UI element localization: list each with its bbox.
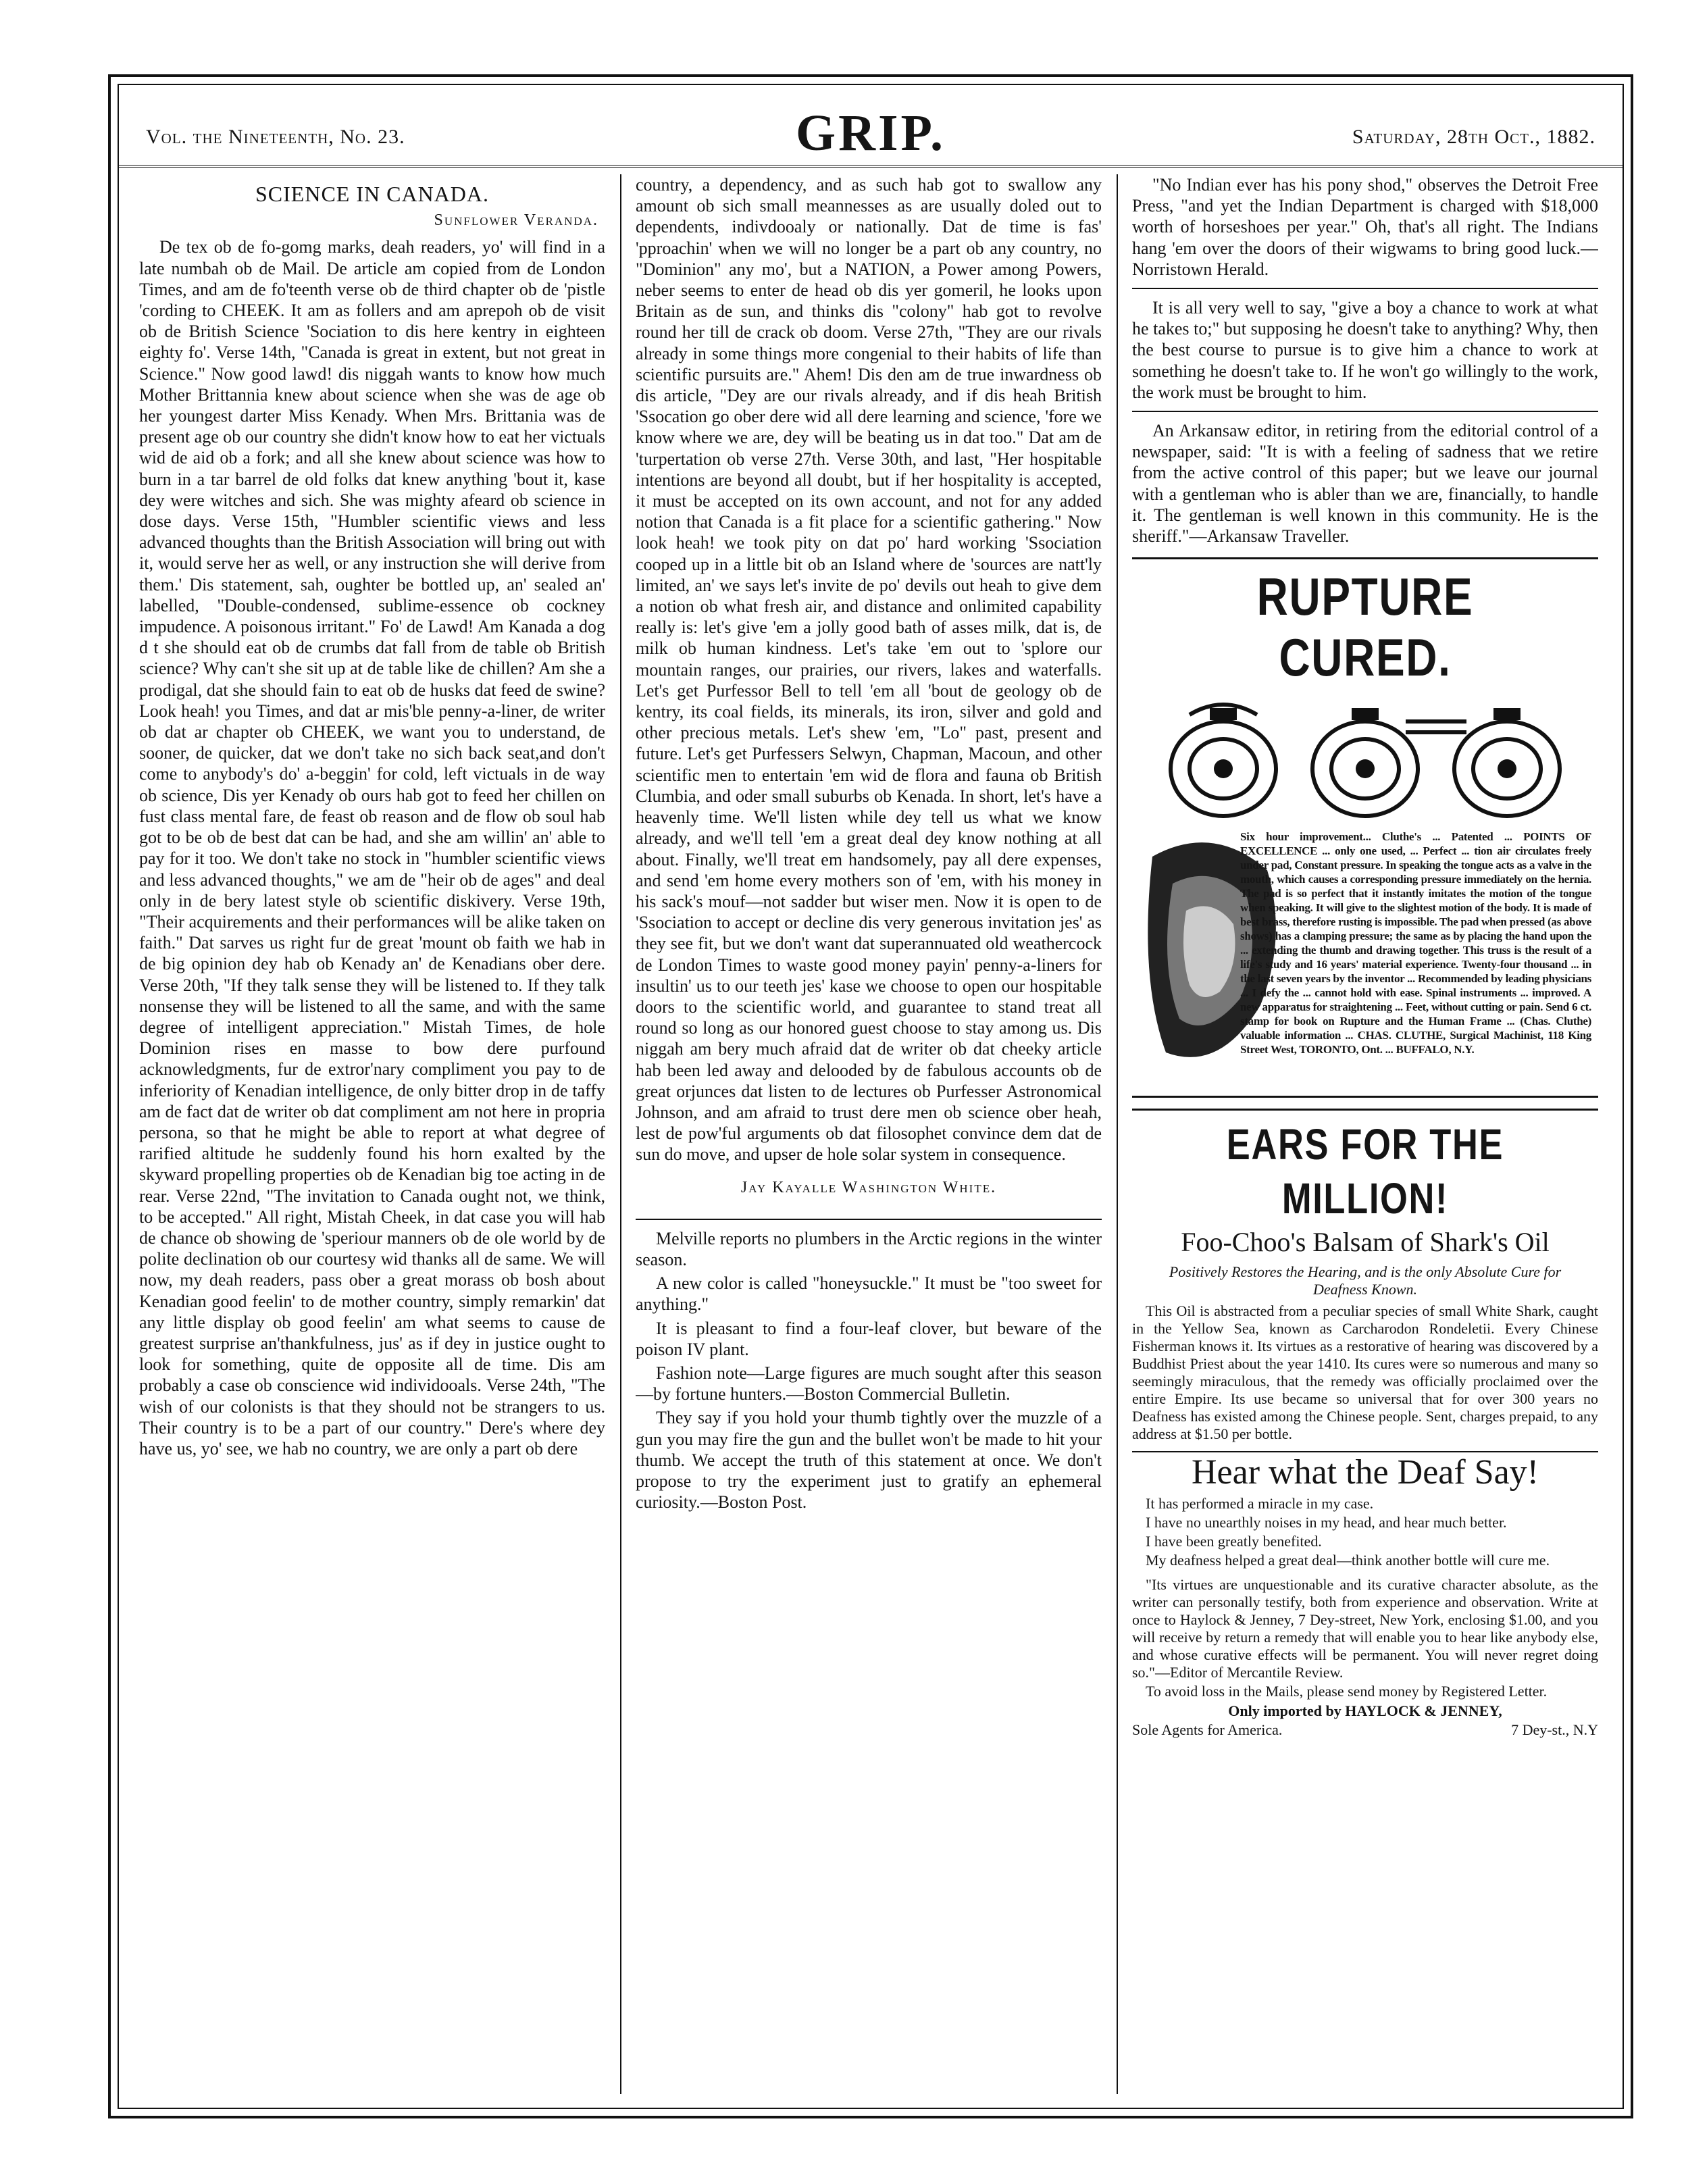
editor-quote: "Its virtues are unquestionable and its curative character absolute, as the writer can personally testify, both from experience and observation. Write at once to Haylock & Jenney, 7 Dey-street, New York, enclosing $1.00, and you will receive by return a remedy that will enable you to hear like anybody else, and whose curative effects will be permanent. You will never regret doing so."—Editor of Mercantile Review. xyxy=(1132,1576,1598,1681)
mail-note: To avoid loss in the Mails, please send money by Registered Letter. xyxy=(1146,1683,1548,1700)
article-paragraph: country, a dependency, and as such hab got to swallow any amount ob sich small meannesses as are usually doled out to dependents, indivdooaly or nationally. Dat de time is fas' 'pproachin' when we will no longer be a part ob any country, no "Dominion" any mo', but a NATION, a Power among Powers, neber seems to enter de head ob dis yer gomeril, he looks upon Britain as de sun, and thinks dis "colony" hab got to revolve round her till de crack ob doom. Verse 27th, "They are our rivals already in some things more congenial to their habits of life than scientific pursuits are." Ahem! Dis den am de true inwardness ob dis article, "Dey are our rivals already, and if dis heah British 'Ssocation go ober dere wid all dere learning and science, 'fore we know where we are, dey will be beating us in dat too." Dat am de 'turpertation ob verse 27th. Verse 30th, and last, "Her hospitable intentions are beyond all doubt, but if her hospitality is accepted, it must be accepted on its own account, and not for any added notion that Canada is a fit place for a scientific gathering." Now look heah! we took pity on dat po' hard working 'Ssociation cooped up in a little bit ob an Island where de 'sources are natt'ly limited, an' we says let's invite de po' devils out heah to give dem a notion ob what fresh air, and distance and onlimited capability really is: let's give 'em a jolly good bath of asses milk, dat is, de milk ob human kindness. Let's take 'em out to 'splore our mountain ranges, our prairies, our rivers, lakes and waterfalls. Let's get Purfessor Bell to tell 'em all 'bout de geology ob de kentry, its coal fields, its minerals, its iron, silver and gold and other precious metals. Let's shew 'em, "Lo" past, present and future. Let's get Purfessers Selwyn, Chapman, Macoun, and other scientific men to entertain 'em wid de flora and fauna ob British Clumbia, and oder small suburbs ob Kenada. In short, let's have a heavenly time. We'll listen while dey tell us what we know already, and we'll tell 'em a great deal dey know nothing at all about. Finally, we'll treat em handsomely, pay all dere expenses, and send 'em home every mothers son of 'em, with his money in his sack's mouf—not sadder but wiser men. Now it is open to de 'Ssociation to accept or decline dis very generous invitation jes' as they see fit, but we don't want dat superannuated old weathercock de London Times to waste good money payin' penny-a-liners for insultin' us to our teeth jes' kase we choose to open our hospitable doors to the scientific world, and guarantee to stand treat all round so long as our honored guest choose to stay among us. Dis niggah am bery much afraid dat de writer ob dat cheeky article hab been led away and delooded by de fabulous accounts ob de great orjunces dat listen to de lectures ob Purfesser Astronomical Johnson, and am afraid to trust dere men ob science ober heah, lest de pow'ful arguments ob dat filosophet convince dem dat de sun do move, and upser de hole solar system in consequence. xyxy=(636,175,1102,1165)
agents-label: Sole Agents for America. xyxy=(1132,1721,1283,1739)
column-2 xyxy=(636,174,1102,2086)
ears-body-text: This Oil is abstracted from a peculiar species of small White Shark, caught in the Yellow Sea, known as Carcharodon Rondeletii. Every Chinese Fisherman knows it. Its virtues as a restorative of hearing was discovered by a Buddhist Priest about the year 1410. Its cures were so numerous and many so seemingly miraculous, that the remedy was officially proclaimed over the entire Empire. Its use became so universal that for over 300 years no Deafness has existed among the Chinese people. Sent, charges prepaid, to any address at $1.50 per bottle. xyxy=(1132,1302,1598,1443)
divider xyxy=(636,1219,1102,1220)
divider xyxy=(1132,288,1598,289)
importer-line: Only imported by HAYLOCK & JENNEY, xyxy=(1228,1702,1502,1720)
masthead-title: GRIP. xyxy=(795,105,946,161)
testimonials xyxy=(1132,1495,1598,1700)
column-rule xyxy=(1117,174,1118,2094)
rupture-headline: RUPTURE CURED. xyxy=(1256,567,1474,688)
page-frame xyxy=(118,84,1624,2109)
article-signature: Jay Kayalle Washington White. xyxy=(740,1178,997,1196)
testimonial: I have been greatly benefited. xyxy=(1146,1533,1322,1550)
rupture-ad-text: Six hour improvement... Cluthe's ... Patented ... POINTS OF EXCELLENCE ... only one used, ... Perfect ... tion air circulates freely under pad, Constant pressure. In speaking the tongue acts as a valve in the mouth, which causes a corresponding pressure immediately on the hernia. The pad is so perfect that it instantly imitates the motion of the tongue when speaking. It will give to the slightest motion of the body. It is made of best brass, therefore rusting is impossible. The pad when pressed (as above shows) has a clamping pressure; the same as by placing the hand upon the ... extending the thumb and drawing together. This truss is the result of a life's study and 16 years' material experience. Twenty-four thousand ... in the last seven years by the inventor ... Recommended by leading physicians ... I defy the ... cannot hold with ease. Spinal instruments ... improved. A new apparatus for straightening ... Feet, without cutting or pain. Send 6 ct. stamp for book on Rupture and the Human Frame ... (Chas. Cluthe) valuable information ... CHAS. CLUTHE, Surgical Machinist, 118 King Street West, TORONTO, Ont. ... BUFFALO, N.Y. xyxy=(1240,830,1591,1057)
testimonial: It has performed a miracle in my case. xyxy=(1146,1495,1374,1513)
column-rule xyxy=(620,174,621,2094)
column-1 xyxy=(139,174,605,2086)
squib: They say if you hold your thumb tightly over the muzzle of a gun you may fire the gun and the bullet won't be made to hit your thumb. We accept the truth of this statement at once. We don't propose to try the experiment just to gratify an ephemeral curiosity.—Boston Post. xyxy=(636,1408,1102,1513)
squib: Melville reports no plumbers in the Arctic regions in the winter season. xyxy=(636,1228,1102,1269)
divider xyxy=(1132,1451,1598,1452)
hear-heading: Hear what the Deaf Say! xyxy=(1192,1453,1539,1492)
ears-headline: EARS FOR THE MILLION! xyxy=(1226,1120,1504,1223)
ears-tagline: Positively Restores the Hearing, and is the only Absolute Cure for Deafness Known. xyxy=(1169,1263,1562,1298)
agents-line xyxy=(1132,1721,1598,1739)
truss-illustration xyxy=(1149,694,1581,823)
rupture-engraving xyxy=(1139,830,1591,1086)
ears-body xyxy=(1132,1302,1598,1443)
column-3 xyxy=(1132,174,1598,2086)
testimonial: My deafness helped a great deal—think another bottle will cure me. xyxy=(1146,1552,1550,1569)
divider xyxy=(1132,411,1598,412)
squib: It is pleasant to find a four-leaf clover, but beware of the poison IV plant. xyxy=(636,1318,1102,1359)
testimonial: I have no unearthly noises in my head, and hear much better. xyxy=(1146,1514,1507,1531)
ears-advertisement xyxy=(1132,1109,1598,1746)
article-byline: Sunflower Veranda. xyxy=(434,211,598,230)
squib: An Arkansaw editor, in retiring from the editorial control of a newspaper, said: "It is with a feeling of sadness that we retire from the active control of this paper; but we leave our journal with a gentleman who is abler than we are, financially, to handle it. The gentleman is well known in this community. He is the sheriff."—Arkansaw Traveller. xyxy=(1132,421,1598,547)
squib: It is all very well to say, "give a boy a chance to work at what he takes to;" but supposing he doesn't take to anything? Why, then the best course to pursue is to give him a chance to work at something he doesn't take to. If he won't go willingly to the work, the work must be brought to him. xyxy=(1132,298,1598,402)
article-paragraph: De tex ob de fo-gomg marks, deah readers, yo' will find in a late numbah ob de Mail. De article am copied from de London Times, and am de fo'teenth verse ob de third chapter ob de 'pistle 'cording to CHEEK. It am as follers and am aprepoh ob de visit ob de British Science 'Sociation to dis here kentry in eighteen eighty fo'. Verse 14th, "Canada is great in extent, but not great in Science." Now good lawd! dis niggah wants to know how much Mother Brittannia knew about science when she was de age ob her youngest darter Miss Kenady. When Mrs. Brittania was de present age ob our country she didn't know how to eat her victuals wid de aid ob a fork; and all she knew about science was how to burn in a tar barrel de old folks dat knew anything 'bout it, kase dey were witches and sich. She was mighty afeard ob science in dose days. Verse 15th, "Humbler scientific views and less advanced thoughts than the British Association will bring out with it, would serve her as well, or any instruction she will derive from them.' Dis statement, sah, oughter be bottled up, an' sealed an' labelled, "Double-condensed, sublime-essence ob cockney impudence. A poisonous irritant." Fo' de Lawd! Am Kanada a dog d t she should eat ob de crumbs dat fall from de table ob British science? Why can't she sit up at de table like de chillen? Am she a prodigal, dat she should fain to eat ob de husks dat feed de swine? Look heah! you Times, and dat ar mis'ble penny-a-liner, de writer ob dat ar chapter ob CHEEK, we want you to understand, de sooner, de quicker, dat we don't take no sich back seat,and don't come to anybody's do' a-beggin' for cold, left victuals in de way ob science, Dis yer Kenady ob ours hab got to feed her chillen on fust class mental fare, de feast ob reason and de flow ob soul hab got to be ob de best dat can be had, and she am willin' an' able to pay for it too. We don't take no stock in "humbler scientific views and less advanced thoughts," we am de "heir ob de ages" and deal only in de bery latest style ob scientific diskivery. Verse 19th, "Their acquirements and their performances will be alike taken on faith." Dat sarves us right fur de great 'mount ob faith we hab in de big opinion dey hab ob Kenady an' de Kenadians ober dere. Verse 20th, "If they talk sense they will be listened to. If they talk nonsense they will be listened to all the same, and with the same degree of intelligent appreciation." Mistah Times, de hole Dominion rises en masse to bow dere purfound acknowledgments, fur de extror'nary compliment you pay to de inferiority of Kenadian intelligence, de only bitter drop in de taffy am de fact dat de writer ob dat compliment am not here in propria persona, so that he might be able to report at what degree of rarified altitude he suddenly found his horn exalted by the skyward propelling properties ob de Kenadian big toe acting in de rear. Verse 22nd, "The invitation to Canada ought not, we think, to be accepted." All right, Mistah Cheek, in dat case you will hab de chance ob showing de 'speriour manners ob de ole world by de polite declination ob our courtesy wid thanks all de same. We will now, my deah readers, pass ober a great morass ob bosh about Kenadian good feelin' to de mother country, simply remarkin' dat any little display ob good feelin' am what seems to cause de greatest surprise an'thankfulness, jus' as if dey in justice ought to look for something, quite de opposite all de time. Dis am probably a case ob conscience wid individooals. Verse 24th, "The wish of our colonists is that they should not be strangers to us. Their country is to be a part of our country." Dere's where dey have us, yo' see, we hab no country, we are only a part ob dere xyxy=(139,237,605,1458)
squib: "No Indian ever has his pony shod," observes the Detroit Free Press, "and yet the Indian Department is charged with $18,000 worth of horseshoes per year." Oh, that's all right. The Indians hang 'em over the doors of their wigwams to bring good luck.—Norristown Herald. xyxy=(1132,175,1598,279)
ears-subhead: Foo-Choo's Balsam of Shark's Oil xyxy=(1181,1227,1550,1258)
squib: A new color is called "honeysuckle." It must be "too sweet for anything." xyxy=(636,1273,1102,1315)
article-title: SCIENCE IN CANADA. xyxy=(255,182,489,206)
issue-date: Saturday, 28th Oct., 1882. xyxy=(1352,126,1595,148)
masthead xyxy=(119,85,1623,168)
agents-address: 7 Dey-st., N.Y xyxy=(1511,1721,1598,1739)
rupture-advertisement xyxy=(1132,557,1598,1098)
ears-footer xyxy=(1132,1702,1598,1739)
squib: Fashion note—Large figures are much sought after this season—by fortune hunters.—Boston Commercial Bulletin. xyxy=(636,1363,1102,1404)
volume-number: Vol. the Nineteenth, No. 23. xyxy=(146,126,405,148)
newspaper-page xyxy=(108,74,1633,2118)
